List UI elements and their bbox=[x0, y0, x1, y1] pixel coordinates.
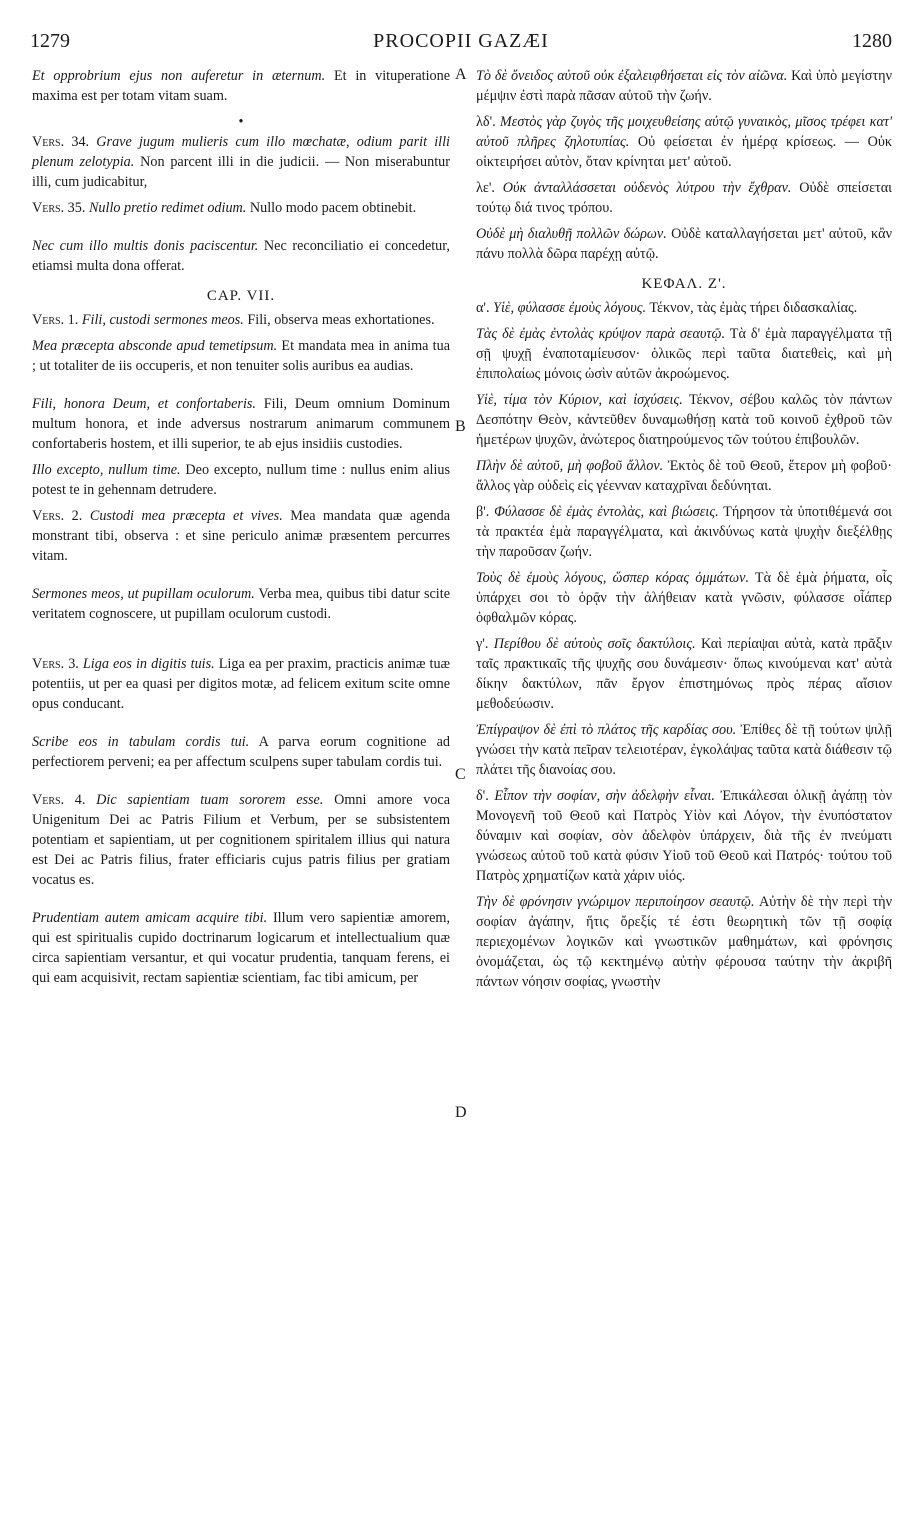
verse-label: Vers. 34. bbox=[32, 134, 90, 150]
lemma: Υἱὲ, τίμα τὸν Κύριον, καὶ ἰσχύσεις. bbox=[476, 392, 683, 408]
commentary: Verba mea, quibus tibi datur scite veritatem cognoscere, ut pupillam oculorum custodi. bbox=[32, 586, 450, 622]
paragraph bbox=[32, 198, 450, 218]
commentary: Ἐκτὸς δὲ τοῦ Θεοῦ, ἕτερον μὴ φοβοῦ· ἄλλος γὰρ οὐδεὶς εἰς γέενναν καταχρῖναι δεδύνηται. bbox=[476, 458, 892, 494]
lemma: Οὐκ ἀνταλλάσσεται οὐδενὸς λύτρου τὴν ἔχθραν. bbox=[494, 180, 792, 196]
lemma: Sermones meos, ut pupillam oculorum. bbox=[32, 586, 255, 602]
lemma: Τοὺς δὲ ἐμοὺς λόγους, ὥσπερ κόρας ὀμμάτων. bbox=[476, 570, 750, 586]
commentary: Οὐδὲ σπείσεται τούτῳ διά τινος τρόπου. bbox=[476, 180, 892, 216]
paragraph bbox=[476, 634, 892, 714]
commentary: Καὶ περίαψαι αὐτὰ, κατὰ πρᾶξιν ταῖς πρακτικαῖς τῆς ψυχῆς σου δυνάμεσιν· ὅπως κινούμεναι κατ' αὐτὰ δίκην δακτύλων, πᾶν ἔργον ἐπιστημόνως πρὸς πέρας αἴσιον μεθοδεύωσιν. bbox=[476, 636, 893, 712]
commentary: Et mandata mea in anima tua ; ut totaliter de iis occuperis, et non tenuiter solis auribus ea audias. bbox=[32, 338, 451, 374]
page-number-right: 1280 bbox=[852, 30, 892, 52]
commentary: Liga ea per praxim, practicis animæ tuæ potentiis, ut per ea quasi per digitos motæ, ad felicem exitum scite omne opus conducant. bbox=[32, 656, 450, 712]
paragraph bbox=[32, 732, 450, 772]
lemma: Τὴν δὲ φρόνησιν γνώριμον περιποίησον σεαυτῷ. bbox=[476, 894, 755, 910]
paragraph bbox=[476, 324, 892, 384]
lemma: Φύλασσε δὲ ἐμὰς ἐντολὰς, καὶ βιώσεις. bbox=[489, 504, 719, 520]
commentary: Et in vituperatione maxima est per totam vitam suam. bbox=[32, 68, 450, 104]
lemma: Τὸ δὲ ὄνειδος αὐτοῦ οὐκ ἐξαλειφθήσεται εἰς τὸν αἰῶνα. bbox=[476, 68, 788, 84]
paragraph bbox=[476, 568, 892, 628]
lemma: Scribe eos in tabulam cordis tui. bbox=[32, 734, 250, 750]
lemma: Μεστὸς γὰρ ζυγὸς τῆς μοιχευθείσης αὐτῷ γυναικὸς, μῖσος τρέφει κατ' αὐτοῦ πλῆρες ζηλοτυπίας. bbox=[476, 114, 892, 150]
commentary: Οὐδὲ καταλλαγήσεται μετ' αὐτοῦ, κἂν πάνυ πολλὰ δῶρα παρέχῃ αὐτῷ. bbox=[476, 226, 892, 262]
paragraph bbox=[32, 654, 450, 714]
commentary: Fili, Deum omnium Dominum multum honora, et inde adversus nostrarum animarum communem confortaberis hostem, et illi superior, te ab ejus insidiis custodies. bbox=[32, 396, 450, 452]
commentary: Τὰ δ' ἐμὰ παραγγέλματα τῇ σῇ ψυχῇ ἐναποταμίευσον· ὁλικῶς περὶ ταῦτα διατεθεὶς, καὶ μὴ ἐπιπολαίως μόνοις ὠσὶν αὐτῶν ἀκροώμενος. bbox=[476, 326, 892, 382]
lemma: Custodi mea præcepta et vives. bbox=[82, 508, 283, 524]
section-marker-a: A bbox=[455, 66, 467, 83]
commentary: Fili, observa meas exhortationes. bbox=[243, 312, 435, 328]
commentary: Ἐπίθες δὲ τῇ τούτων ψιλῇ γνώσει τὴν κατὰ πεῖραν τελειοτέραν, ἐγκολάψας ταῦτα κατὰ διάθεσιν τῷ πλάτει τῆς διανοίας σου. bbox=[476, 722, 892, 778]
paragraph bbox=[476, 456, 892, 496]
chapter-heading: ΚΕΦΑΛ. Ζ'. bbox=[641, 276, 727, 292]
commentary: Nec reconciliatio ei concedetur, etiamsi multa dona offerat. bbox=[32, 238, 450, 274]
commentary: Deo excepto, nullum time : nullus enim alius potest te in gehennam detrudere. bbox=[32, 462, 450, 498]
lemma: Ἐπίγραψον δὲ ἐπὶ τὸ πλάτος τῆς καρδίας σου. bbox=[476, 722, 737, 738]
paragraph bbox=[476, 224, 892, 264]
verse-label: Vers. 35. bbox=[32, 200, 86, 216]
section-marker-c: C bbox=[455, 766, 466, 783]
paragraph bbox=[476, 502, 892, 562]
commentary: Καὶ ὑπὸ μεγίστην μέμψιν ἐστὶ παρὰ πᾶσαν αὐτοῦ τὴν ζωήν. bbox=[476, 68, 892, 104]
paragraph bbox=[476, 786, 892, 886]
commentary: Οὐ φείσεται ἐν ἡμέρᾳ κρίσεως. — Οὐκ οἰκτειρήσει αὐτὸν, ὅταν κρίνηται μετ' αὐτοῦ. bbox=[476, 134, 893, 170]
commentary: Τέκνον, τὰς ἐμὰς τήρει διδασκαλίας. bbox=[646, 300, 858, 316]
lemma: Dic sapientiam tuam sororem esse. bbox=[85, 792, 324, 808]
paragraph bbox=[32, 908, 450, 988]
section-marker-d: D bbox=[455, 1104, 467, 1121]
verse-label: α'. bbox=[476, 300, 490, 316]
commentary: Τήρησον τὰ ὑποτιθέμενά σοι τὰ πρακτέα ἐμὰ παραγγέλματα, καὶ ἀκινδύνως κατὰ ψυχὴν διεξέλθῃς τὴν παροῦσαν ζωήν. bbox=[476, 504, 892, 560]
commentary: Τὰ δὲ ἐμὰ ῥήματα, οἷς ὑπάρχει σοι τὸ ὁρᾷν τὴν ἀλήθειαν κατὰ γνῶσιν, φύλασσε οἷάπερ ὀφθαλμῶν κόρας. bbox=[476, 570, 893, 626]
commentary: Nullo modo pacem obtinebit. bbox=[246, 200, 417, 216]
lemma: Περίθου δὲ αὐτοὺς σοῖς δακτύλοις. bbox=[488, 636, 696, 652]
verse-label: λε'. bbox=[476, 180, 495, 196]
verse-label: δ'. bbox=[476, 788, 489, 804]
verse-label: Vers. 2. bbox=[32, 508, 83, 524]
lemma: Οὐδὲ μὴ διαλυθῇ πολλῶν δώρων. bbox=[476, 226, 667, 242]
page-header bbox=[30, 30, 892, 60]
lemma: Et opprobrium ejus non auferetur in æternum. bbox=[32, 68, 326, 84]
lemma: Mea præcepta absconde apud temetipsum. bbox=[32, 338, 278, 354]
chapter-heading: CAP. VII. bbox=[206, 288, 276, 304]
paragraph bbox=[476, 390, 892, 450]
paragraph bbox=[32, 394, 450, 454]
verse-label: Vers. 3. bbox=[32, 656, 79, 672]
paragraph bbox=[476, 112, 892, 172]
paragraph bbox=[32, 584, 450, 624]
lemma: Fili, honora Deum, et confortaberis. bbox=[32, 396, 256, 412]
commentary: Ἐπικάλεσαι ὁλικῇ ἀγάπῃ τὸν Μονογενῆ τοῦ Θεοῦ καὶ Πατρὸς Υἱὸν καὶ Λόγον, τὴν ἐνυπόστατον δύναμιν καὶ σοφίαν, σὸν ἀδελφὸν ὑπάρχειν, διὰ τῆς ἐν πνεύματι γνώσεως αὐτοῦ τοῦ κατὰ φύσιν Υἱοῦ τοῦ Θεοῦ καὶ Πατρός· τούτου τοῦ Πατρὸς χρηματίζων κατὰ χάριν υἱός. bbox=[476, 788, 892, 884]
verse-label: λδ'. bbox=[476, 114, 496, 130]
lemma: Εἶπον τὴν σοφίαν, σὴν ἀδελφὴν εἶναι. bbox=[488, 788, 715, 804]
paragraph bbox=[32, 336, 450, 376]
paragraph bbox=[476, 892, 892, 992]
lemma: Πλὴν δὲ αὐτοῦ, μὴ φοβοῦ ἄλλον. bbox=[476, 458, 664, 474]
lemma: Grave jugum mulieris cum illo mœchatæ, odium parit illi plenum zelotypia. bbox=[32, 134, 450, 170]
paragraph bbox=[32, 460, 450, 500]
verse-label: Vers. 1. bbox=[32, 312, 79, 328]
commentary: Omni amore voca Unigenitum Dei ac Patris Filium et Verbum, per se subsistentem potentiam et sapientiam, ut per cognitionem spiritalem illius qui natura est Dei ac Patris filius, frater efficiaris cujus patris filius per gratiam vocatus es. bbox=[32, 792, 450, 888]
commentary: Αὐτὴν δὲ τὴν περὶ τὴν σοφίαν ἀγάπην, ἥτις ὄρεξίς τέ ἐστι θεωρητικὴ τῶν τῇ σοφίᾳ περιεχομένων λογικῶν καὶ γνωστικῶν μαθημάτων, καὶ φρόνησις ὀνομάζεται, ὡς τῷ κεκτημένῳ αὐτὴν φέρουσα ταύτην τὴν ἀκριβῆ πάντων νόησιν σοφίας, γνωστὴν bbox=[476, 894, 892, 990]
verse-label: β'. bbox=[476, 504, 490, 520]
greek-column bbox=[476, 66, 892, 998]
paragraph bbox=[32, 506, 450, 566]
verse-label: γ'. bbox=[476, 636, 489, 652]
lemma: Fili, custodi sermones meos. bbox=[78, 312, 244, 328]
paragraph bbox=[476, 178, 892, 218]
commentary: Illum vero sapientiæ amorem, qui est spiritualis cupido doctrinarum logicarum et intellectualium quæ circa sapientiam versantur, et qui vocatur prudentia, tanquam ferens, ei qui eam acquisivit, rectam sapientiæ scientiam, fac tibi amicum, per bbox=[32, 910, 450, 986]
commentary: Non parcent illi in die judicii. — Non miserabuntur illi, cum judicabitur, bbox=[32, 154, 450, 190]
paragraph bbox=[32, 790, 450, 890]
commentary: Τέκνον, σέβου καλῶς τὸν πάντων Δεσπότην Θεὸν, κἀντεῦθεν δυναμωθήσῃ κατὰ τοῦ κοινοῦ ἐχθροῦ τῶν ἡμετέρων ψυχῶν, ἀνώτερος διατηρούμενος τῶν τούτου ἐπιβουλῶν. bbox=[476, 392, 892, 448]
lemma: Illo excepto, nullum time. bbox=[32, 462, 181, 478]
lemma: Prudentiam autem amicam acquire tibi. bbox=[32, 910, 268, 926]
paragraph bbox=[32, 236, 450, 276]
commentary: Mea mandata quæ agenda monstrant tibi, observa : et sine periculo animæ præsentem percurres vitam. bbox=[32, 508, 450, 564]
paragraph bbox=[476, 720, 892, 780]
paragraph bbox=[32, 310, 450, 330]
paragraph bbox=[476, 298, 892, 318]
lemma: Υἱὲ, φύλασσε ἐμοὺς λόγους. bbox=[489, 300, 647, 316]
commentary: A parva eorum cognitione ad perfectiorem perveni; ea per affectum sculpens super tabulam cordis tui. bbox=[32, 734, 450, 770]
lemma: Τὰς δὲ ἐμὰς ἐντολὰς κρύψον παρὰ σεαυτῷ. bbox=[476, 326, 726, 342]
latin-column bbox=[32, 66, 450, 994]
ornament: • bbox=[238, 114, 244, 130]
paragraph bbox=[32, 66, 450, 106]
lemma: Nullo pretio redimet odium. bbox=[85, 200, 247, 216]
lemma: Nec cum illo multis donis paciscentur. bbox=[32, 238, 259, 254]
paragraph bbox=[32, 132, 450, 192]
paragraph bbox=[476, 66, 892, 106]
lemma: Liga eos in digitis tuis. bbox=[78, 656, 215, 672]
verse-label: Vers. 4. bbox=[32, 792, 86, 808]
page-number-left: 1279 bbox=[30, 30, 70, 52]
section-marker-b: B bbox=[455, 418, 466, 435]
running-title: PROCOPII GAZÆI bbox=[373, 30, 549, 52]
